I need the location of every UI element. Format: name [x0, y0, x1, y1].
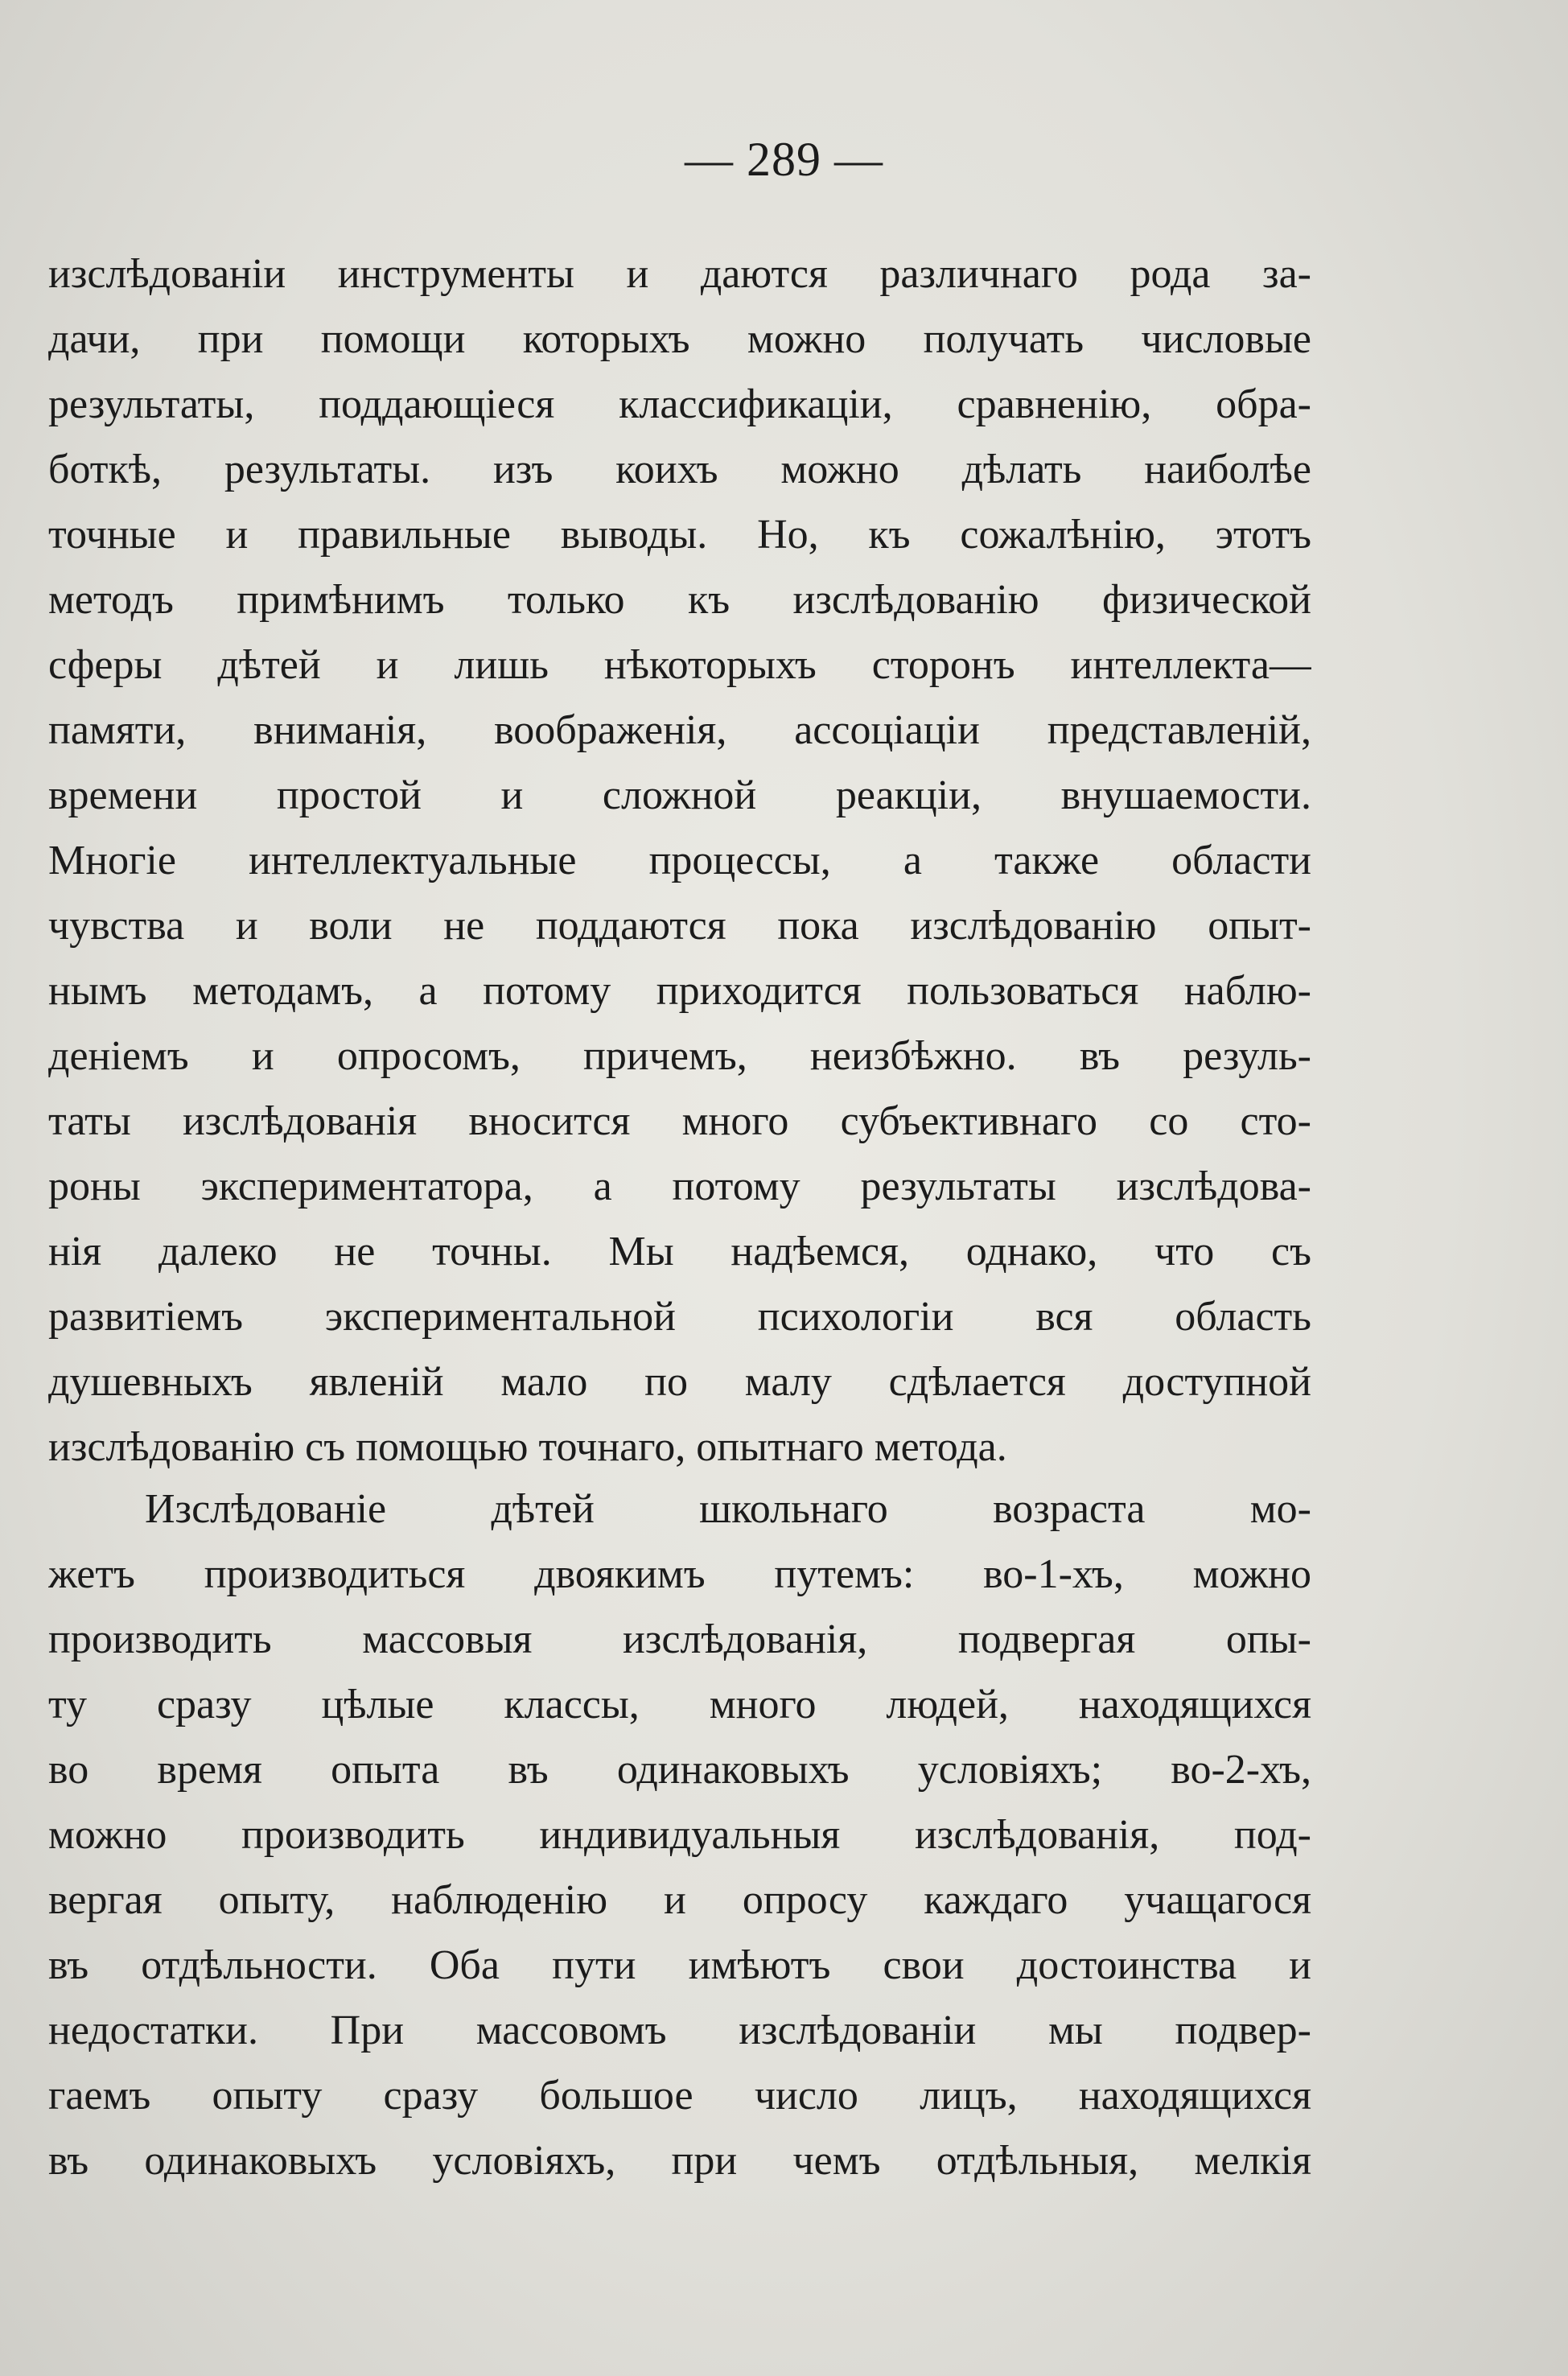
- text-line: памяти, вниманія, воображенія, ассоціаціи представленій,: [48, 707, 1311, 753]
- text-line: боткѣ, результаты. изъ коихъ можно дѣлать наиболѣе: [48, 447, 1311, 492]
- text-line: Изслѣдованіе дѣтей школьнаго возраста мо-: [145, 1486, 1311, 1532]
- text-line: результаты, поддающіеся классификаціи, сравненію, обра-: [48, 381, 1311, 427]
- text-line: жетъ производиться двоякимъ путемъ: во-1-хъ, можно: [48, 1551, 1311, 1597]
- text-line: производить массовыя изслѣдованія, подвергая опы-: [48, 1616, 1311, 1662]
- text-line: гаемъ опыту сразу большое число лицъ, находящихся: [48, 2073, 1311, 2119]
- text-line: времени простой и сложной реакціи, внушаемости.: [48, 772, 1311, 818]
- text-line: деніемъ и опросомъ, причемъ, неизбѣжно. въ резуль-: [48, 1033, 1311, 1079]
- text-line: нымъ методамъ, а потому приходится пользоваться наблю-: [48, 968, 1311, 1014]
- text-line: душевныхъ явленій мало по малу сдѣлается доступной: [48, 1359, 1311, 1405]
- text-line: можно производить индивидуальныя изслѣдованія, под-: [48, 1812, 1311, 1858]
- text-line: методъ примѣнимъ только къ изслѣдованію физической: [48, 577, 1311, 623]
- page-number: — 289 —: [685, 133, 883, 186]
- text-line: изслѣдованію съ помощью точнаго, опытнаго метода.: [48, 1424, 1007, 1470]
- text-line: вергая опыту, наблюденію и опросу каждаго учащагося: [48, 1877, 1311, 1923]
- text-line: нія далеко не точны. Мы надѣемся, однако, что съ: [48, 1229, 1311, 1274]
- text-line: развитіемъ экспериментальной психологіи вся область: [48, 1294, 1311, 1340]
- text-line: Многіе интеллектуальные процессы, а также области: [48, 838, 1311, 883]
- text-line: изслѣдованіи инструменты и даются различнаго рода за-: [48, 251, 1311, 297]
- text-line: ту сразу цѣлые классы, много людей, находящихся: [48, 1682, 1311, 1727]
- paragraph-1: [48, 241, 1311, 1480]
- text-line: во время опыта въ одинаковыхъ условіяхъ; во-2-хъ,: [48, 1747, 1311, 1793]
- text-line: сферы дѣтей и лишь нѣкоторыхъ сторонъ интеллекта—: [48, 642, 1311, 688]
- text-line: дачи, при помощи которыхъ можно получать числовые: [48, 316, 1311, 362]
- paragraph-2: [48, 1476, 1311, 2193]
- text-line: чувства и воли не поддаются пока изслѣдованію опыт-: [48, 903, 1311, 949]
- text-line: недостатки. При массовомъ изслѣдованіи мы подвер-: [48, 2007, 1311, 2053]
- text-line: въ одинаковыхъ условіяхъ, при чемъ отдѣльныя, мелкія: [48, 2138, 1311, 2184]
- text-line: въ отдѣльности. Оба пути имѣютъ свои достоинства и: [48, 1942, 1311, 1988]
- text-line: таты изслѣдованія вносится много субъективнаго со сто-: [48, 1098, 1311, 1144]
- text-line: точные и правильные выводы. Но, къ сожалѣнію, этотъ: [48, 512, 1311, 558]
- text-line: роны экспериментатора, а потому результаты изслѣдова-: [48, 1163, 1311, 1209]
